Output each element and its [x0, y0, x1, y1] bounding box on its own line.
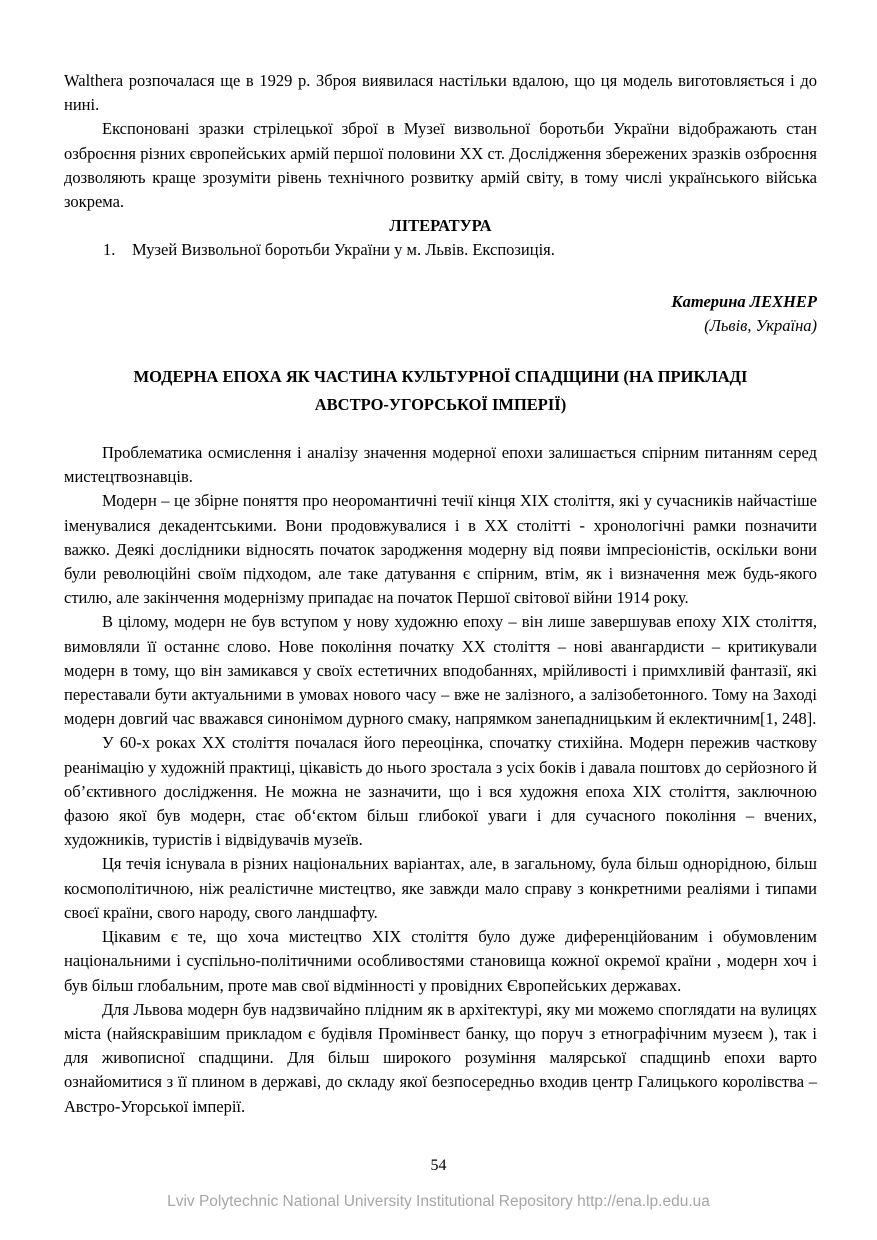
body-paragraph: Ця течія існувала в різних національних варіантах, але, в загальному, була більш однорідною, більш космополітичною, ніж реалістичне мистецтво, яке завжди мало справу з конкретними реаліями і типами своєї країни, свого народу, свого ландшафту.	[64, 854, 817, 922]
page-content	[64, 69, 817, 1119]
reference-number: 1.	[103, 240, 116, 260]
literature-heading: ЛІТЕРАТУРА	[389, 216, 492, 236]
body-paragraph: Модерн – це збірне поняття про неоромантичні течії кінця ХІХ століття, які у сучасників найчастіше іменувалися декадентськими. Вони продовжувалися і в ХХ столітті - хронологічні рамки позначити важко. Деякі дослідники відносять початок зародження модерну від появи імпресіоністів, оскільки вони були революційні своїм підходом, але таке датування є спірним, втім, як і визначення меж будь-якого стилю, але закінчення модернізму припадає на початок Першої світової війни 1914 року.	[64, 491, 817, 608]
author-location: (Львів, Україна)	[704, 315, 817, 335]
repository-footer: Lviv Polytechnic National University Institutional Repository http://ena.lp.edu.ua	[167, 1193, 710, 1210]
body-paragraph: У 60-х роках ХХ століття почалася його переоцінка, спочатку стихійна. Модерн пережив часткову реанімацію у художній практиці, цікавість до нього зростала з усіх боків і давала поштовх до серйозного й об’єктивного дослідження. Не можна не зазначити, що і вся художня епоха ХІХ століття, заключною фазою якої був модерн, стає об‘єктом більш глибокої уваги і для сучасного покоління – вчених, художників, туристів і відвідувачів музеїв.	[64, 733, 817, 850]
reference-item	[64, 238, 817, 262]
reference-text: Музей Визвольної боротьби України у м. Львів. Експозиція.	[132, 240, 555, 260]
previous-article-paragraph: Експоновані зразки стрілецької зброї в Музеї визвольної боротьби України відображають стан озброєння різних європейських армій першої половини ХХ ст. Дослідження збережених зразків озброєння дозволяють краще зрозуміти рівень технічного розвитку армій світу, в тому числі українського війська зокрема.	[64, 119, 817, 212]
author-name: Катерина ЛЕХНЕР	[671, 291, 817, 311]
previous-article-continuation: Walthera розпочалася ще в 1929 р. Зброя виявилася настільки вдалою, що ця модель виготовляється і до нині.	[64, 71, 817, 115]
body-paragraph: Цікавим є те, що хоча мистецтво ХІХ століття було дуже диференційованим і обумовленим національними і суспільно-політичними особливостями становища кожної окремої країни , модерн хоч і був більш глобальним, проте мав свої відмінності у провідних Європейських державах.	[64, 927, 817, 995]
body-paragraph: В цілому, модерн не був вступом у нову художню епоху – він лише завершував епоху ХІХ століття, вимовляли її останнє слово. Нове покоління початку ХХ століття – нові авангардисти – критикували модерн в тому, що він замикався у своїх естетичних вподобаннях, мрійливості і примхливій фантазії, які переставали бути актуальними в умовах нового часу – вже не залізного, а залізобетонного. Тому на Заході модерн довгий час вважався синонімом дурного смаку, напрямком занепадницьким й еклектичним[1, 248].	[64, 612, 817, 729]
author-block	[64, 290, 817, 338]
page-number: 54	[430, 1157, 447, 1174]
body-paragraph: Для Львова модерн був надзвичайно плідним як в архітектурі, яку ми можемо споглядати на вулицях міста (найяскравішим прикладом є будівля Промінвест банку, що поруч з етнографічним музеєм ), так і для живописної спадщини. Для більш широкого розуміння малярської спадщинb епохи варто ознайомитися з її плином в державі, до складу якої безпосередньо входив центр Галицького королівства – Австро-Угорської імперії.	[64, 999, 817, 1116]
article-title: МОДЕРНА ЕПОХА ЯК ЧАСТИНА КУЛЬТУРНОЇ СПАДЩИНИ (НА ПРИКЛАДІ АВСТРО-УГОРСЬКОЇ ІМПЕРІЇ)	[133, 367, 748, 415]
body-paragraph: Проблематика осмислення і аналізу значення модерної епохи залишається спірним питанням серед мистецтвознавців.	[64, 443, 817, 487]
